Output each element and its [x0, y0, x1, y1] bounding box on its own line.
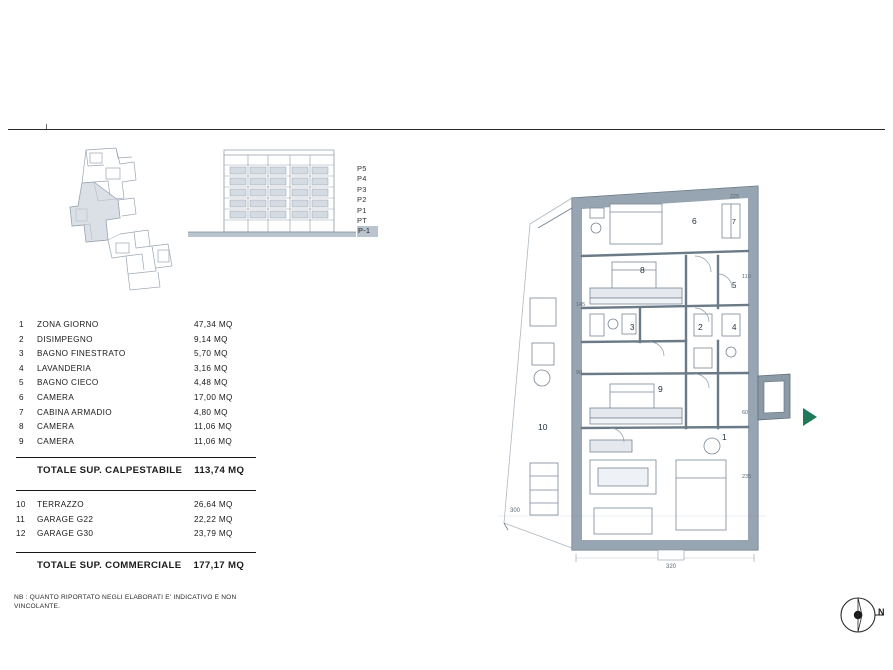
legend-number: 10 [16, 500, 26, 509]
legend-room-area: 3,16 MQ [194, 363, 228, 373]
legend-row-4 [16, 364, 266, 379]
key-plan-thumbnail [64, 146, 182, 298]
level-label-p1: P1 [357, 205, 367, 215]
legend-number: 11 [16, 514, 26, 524]
legend-room-name: TERRAZZO [37, 500, 84, 509]
legend-number: 1 [19, 320, 24, 329]
svg-text:8: 8 [640, 265, 645, 275]
legend-number: 3 [19, 349, 24, 359]
legend-row-11 [16, 515, 266, 530]
svg-text:235: 235 [742, 474, 752, 480]
legend-room-name: GARAGE G22 [37, 514, 94, 524]
legend-number: 2 [19, 334, 24, 344]
legend-room-name: CABINA ARMADIO [37, 407, 112, 417]
svg-text:60: 60 [742, 410, 749, 416]
total-commerciale-value: 177,17 MQ [193, 560, 245, 571]
level-label-p3: P3 [357, 184, 367, 194]
legend-room-area: 26,64 MQ [194, 500, 233, 509]
svg-text:225: 225 [730, 194, 740, 200]
legend-divider-top [16, 457, 256, 458]
svg-text:2: 2 [698, 322, 703, 332]
svg-text:6: 6 [692, 216, 697, 226]
legend-room-area: 17,00 MQ [194, 392, 233, 402]
compass-north-label: N [878, 607, 885, 617]
legend-number: 8 [19, 422, 24, 432]
level-label-p5: P5 [357, 164, 367, 173]
total-calpestabile-label: TOTALE SUP. CALPESTABILE [37, 465, 183, 476]
legend-room-name: BAGNO FINESTRATO [37, 349, 126, 359]
legend-number: 5 [19, 378, 24, 388]
svg-text:1: 1 [722, 432, 727, 442]
legend-number: 6 [19, 392, 24, 402]
svg-text:110: 110 [742, 274, 751, 280]
legend-divider-bottom [16, 552, 256, 553]
total-calpestabile [16, 465, 276, 476]
svg-text:7: 7 [732, 219, 736, 226]
room-legend-table [16, 320, 266, 451]
legend-room-name: LAVANDERIA [37, 363, 92, 373]
legend-number: 4 [19, 363, 24, 373]
svg-text:10: 10 [538, 422, 548, 432]
total-commerciale-label: TOTALE SUP. COMMERCIALE [37, 560, 182, 571]
entrance-direction-arrow [803, 408, 817, 426]
legend-room-area: 9,14 MQ [194, 334, 228, 344]
legend-row-8 [16, 422, 266, 437]
legend-row-10 [16, 500, 266, 515]
header-tick [46, 124, 47, 129]
level-label-p2: P2 [357, 195, 367, 205]
apartment-floor-plan [490, 178, 830, 598]
legend-room-area: 4,48 MQ [194, 378, 228, 388]
level-label-pt: PT [357, 215, 367, 225]
legend-room-area: 4,80 MQ [194, 407, 228, 417]
level-label-pm1: P-1 [357, 226, 378, 236]
legend-room-name: BAGNO CIECO [37, 378, 99, 388]
legend-row-6 [16, 393, 266, 408]
svg-text:145: 145 [576, 302, 586, 308]
disclaimer-note: NB : QUANTO RIPORTATO NEGLI ELABORATI E' INDICATIVO E NON VINCOLANTE. [14, 594, 237, 610]
legend-room-name: CAMERA [37, 392, 75, 402]
legend-room-name: ZONA GIORNO [37, 320, 99, 329]
legend-room-area: 11,06 MQ [194, 436, 233, 446]
legend-room-area: 5,70 MQ [194, 349, 228, 359]
svg-text:3: 3 [630, 323, 635, 332]
level-labels [357, 164, 401, 237]
legend-room-area: 22,22 MQ [194, 514, 233, 524]
legend-room-name: DISIMPEGNO [37, 334, 93, 344]
legend-number: 7 [19, 407, 24, 417]
building-elevation-thumbnail [188, 148, 356, 245]
legend-room-area: 23,79 MQ [194, 529, 233, 539]
legend-number: 9 [19, 436, 24, 446]
total-commerciale [16, 560, 296, 571]
svg-text:9: 9 [658, 384, 663, 394]
legend-row-2 [16, 335, 266, 350]
legend-room-name: GARAGE G30 [37, 529, 94, 539]
legend-row-5 [16, 378, 266, 393]
legend-room-name: CAMERA [37, 436, 75, 446]
legend-row-1 [16, 320, 266, 335]
legend-row-12 [16, 529, 266, 544]
legend-divider-mid [16, 490, 256, 491]
svg-text:300: 300 [510, 508, 521, 514]
legend-row-9 [16, 437, 266, 452]
legend-row-3 [16, 349, 266, 364]
svg-text:320: 320 [666, 564, 677, 570]
svg-text:90: 90 [576, 370, 583, 376]
level-label-p4: P4 [357, 174, 367, 184]
extras-legend-table [16, 500, 266, 544]
legend-number: 12 [16, 529, 26, 539]
legend-room-name: CAMERA [37, 422, 75, 432]
svg-text:5: 5 [732, 281, 737, 290]
svg-text:4: 4 [732, 323, 737, 332]
total-calpestabile-value: 113,74 MQ [194, 465, 245, 476]
legend-row-7 [16, 408, 266, 423]
header-rule [8, 129, 885, 130]
legend-room-area: 47,34 MQ [194, 320, 233, 329]
legend-room-area: 11,06 MQ [194, 422, 233, 432]
